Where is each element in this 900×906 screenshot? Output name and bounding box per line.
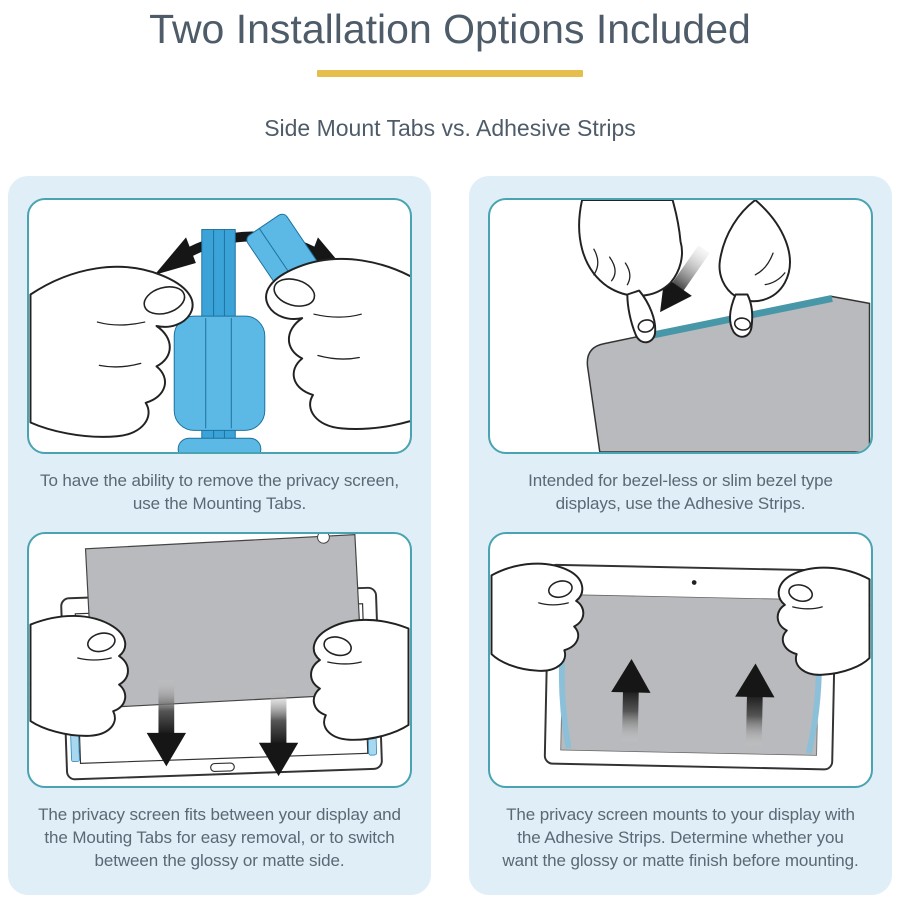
apply-strip-illustration: [490, 200, 871, 452]
caption-line: the Mouting Tabs for easy removal, or to switch: [44, 828, 395, 847]
caption-line: Intended for bezel-less or slim bezel type: [528, 471, 833, 490]
panel-caption: [40, 469, 399, 532]
card-side-mount-tabs: [8, 176, 431, 895]
hand-right-icon: [266, 259, 410, 429]
options-grid: [8, 176, 892, 895]
hand-left-icon: [31, 267, 193, 437]
panel-caption: [528, 469, 833, 532]
caption-line: The privacy screen fits between your display and: [38, 805, 401, 824]
page-title: Two Installation Options Included: [149, 6, 751, 52]
caption-line: displays, use the Adhesive Strips.: [555, 494, 806, 513]
illustration-peel-mounting-tabs: [27, 198, 412, 454]
caption-line: between the glossy or matte side.: [94, 851, 345, 870]
caption-line: use the Mounting Tabs.: [132, 494, 307, 513]
caption-line: want the glossy or matte finish before mounting.: [502, 851, 859, 870]
panel-caption: [38, 803, 401, 872]
home-button-icon: [211, 763, 235, 772]
illustration-apply-adhesive-strip: [488, 198, 873, 454]
hand-left-icon: [579, 200, 682, 342]
caption-line: The privacy screen mounts to your display with: [506, 805, 855, 824]
hand-right-icon: [311, 620, 408, 740]
caption-line: the Adhesive Strips. Determine whether you: [517, 828, 844, 847]
card-adhesive-strips: [469, 176, 892, 895]
panel-caption: [502, 803, 858, 872]
page-header: [0, 6, 900, 142]
insert-screen-illustration: [29, 534, 410, 786]
illustration-mount-adhesive-strips: [488, 532, 873, 788]
accent-divider: [317, 70, 583, 77]
caption-line: To have the ability to remove the privacy screen,: [40, 471, 399, 490]
illustration-insert-screen-tabs: [27, 532, 412, 788]
hand-left-icon: [31, 616, 128, 736]
page-subtitle: Side Mount Tabs vs. Adhesive Strips: [264, 115, 636, 141]
mount-strips-illustration: [490, 534, 871, 786]
peel-tabs-illustration: [29, 200, 410, 452]
